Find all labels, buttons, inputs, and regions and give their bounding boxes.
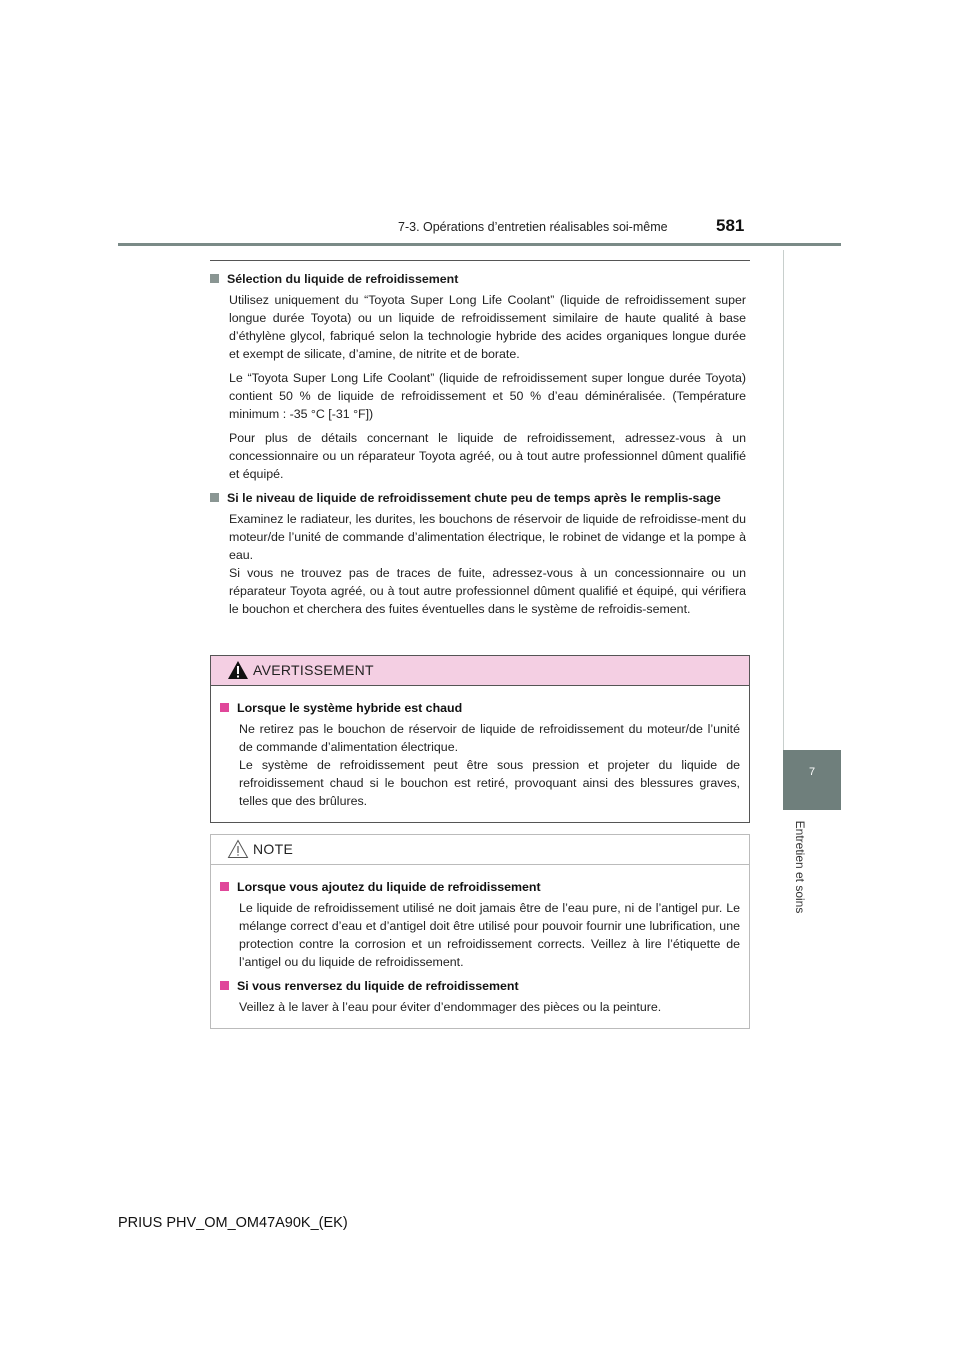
paragraph: Utilisez uniquement du “Toyota Super Long Life Coolant” (liquide de refroidissement super longue durée Toyota) ou un liquide de refroidissement similaire de haute qualité à base d’éthylène glycol, fabriqué selon la technologie hybride des acides organiques longue durée et exempt de silicate, d’amine, de nitrite et de borate. xyxy=(229,293,746,361)
square-bullet-icon xyxy=(220,981,229,990)
content-rule xyxy=(210,260,750,261)
section-heading xyxy=(210,489,746,507)
page-number: 581 xyxy=(716,216,745,235)
warning-heading-text: Lorsque le système hybride est chaud xyxy=(237,701,463,715)
note-heading-text: Si vous renversez du liquide de refroidissement xyxy=(237,979,519,993)
warning-icon xyxy=(227,660,249,680)
section-coolant-selection xyxy=(210,270,746,483)
note-heading xyxy=(220,878,740,896)
paragraph: Le “Toyota Super Long Life Coolant” (liquide de refroidissement super longue durée Toyota) contient 50 % de liquide de refroidissement et 50 % d’eau déminéralisée. (Température minimum : -35 °C [-31 °F]) xyxy=(229,371,746,421)
chapter-label: Entretien et soins xyxy=(793,820,807,914)
note-heading xyxy=(220,977,740,995)
square-bullet-icon xyxy=(210,493,219,502)
warning-title: AVERTISSEMENT xyxy=(253,662,374,678)
header-rule xyxy=(118,243,841,246)
paragraph: Examinez le radiateur, les durites, les bouchons de réservoir de liquide de refroidisse-ment du moteur/de l’unité de commande d’alimentation électrique, le robinet de vidange et la pompe à eau. xyxy=(229,512,746,562)
note-box xyxy=(210,834,750,1029)
document-code: PRIUS PHV_OM_OM47A90K_(EK) xyxy=(118,1215,348,1231)
section-heading-text: Si le niveau de liquide de refroidissement chute peu de temps après le remplis-sage xyxy=(227,491,721,505)
section-heading-text: Sélection du liquide de refroidissement xyxy=(227,272,459,286)
main-content xyxy=(210,268,746,624)
warning-heading xyxy=(220,699,740,717)
paragraph: Pour plus de détails concernant le liquide de refroidissement, adressez-vous à un concessionnaire ou un réparateur Toyota agréé, ou à tout autre professionnel dûment qualifié et équipé. xyxy=(229,431,746,481)
warning-box xyxy=(210,655,750,823)
square-bullet-icon xyxy=(220,703,229,712)
note-body xyxy=(211,865,749,1016)
square-bullet-icon xyxy=(210,274,219,283)
section-coolant-level-drop xyxy=(210,489,746,618)
section-heading xyxy=(210,270,746,288)
square-bullet-icon xyxy=(220,882,229,891)
note-header xyxy=(211,835,749,865)
warning-header xyxy=(211,656,749,686)
chapter-tab: 7 xyxy=(783,750,841,810)
paragraph: Si vous ne trouvez pas de traces de fuite, adressez-vous à un concessionnaire ou un réparateur Toyota agréé, ou à tout autre professionnel dûment qualifié et équipé, qui vérifiera le bouchon et cherchera des fuites éventuelles dans le système de refroidis-sement. xyxy=(229,566,746,616)
paragraph: Le liquide de refroidissement utilisé ne doit jamais être de l’eau pure, ni de l’antigel pur. Le mélange correct d’eau et d’antigel doit être utilisé pour pouvoir fournir une lubrification, une protection contre la corrosion et un refroidissement corrects. Veillez à lire l’étiquette de l’antigel ou du liquide de refroidissement. xyxy=(239,901,740,969)
paragraph: Le système de refroidissement peut être sous pression et projeter du liquide de refroidissement chaud si le bouchon est retiré, provoquant ainsi des blessures graves, telles que des brûlures. xyxy=(239,758,740,808)
paragraph: Veillez à le laver à l’eau pour éviter d’endommager des pièces ou la peinture. xyxy=(239,1000,662,1014)
paragraph: Ne retirez pas le bouchon de réservoir de liquide de refroidissement du moteur/de l’unité de commande d’alimentation électrique. xyxy=(239,722,740,754)
side-rule xyxy=(783,250,784,750)
warning-body xyxy=(211,686,749,810)
section-title: 7-3. Opérations d’entretien réalisables soi-même xyxy=(398,220,668,234)
note-heading-text: Lorsque vous ajoutez du liquide de refroidissement xyxy=(237,880,541,894)
caution-outline-icon xyxy=(227,839,249,859)
note-title: NOTE xyxy=(253,841,294,857)
